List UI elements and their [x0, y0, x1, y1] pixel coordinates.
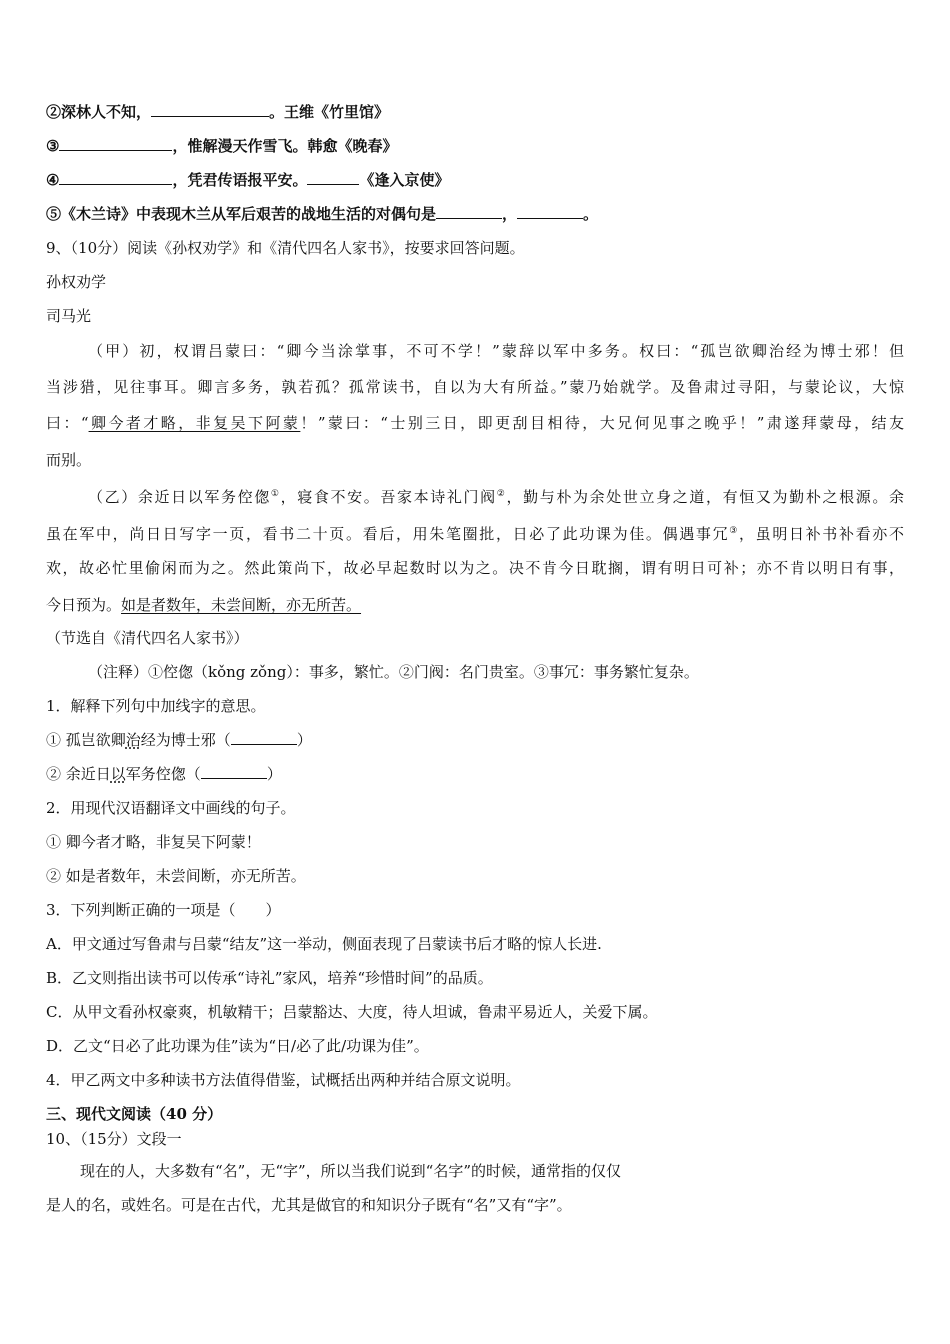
passage-title: 孙权劝学 — [46, 273, 107, 291]
sub-question-1-a: ① 孤岂欲卿治经为博士邪（ ） — [46, 731, 312, 749]
answer-blank[interactable] — [59, 136, 172, 151]
answer-blank[interactable] — [201, 764, 267, 779]
option-d[interactable]: D．乙文“日必了此功课为佳”读为“日/必了此/功课为佳”。 — [46, 1037, 429, 1055]
sub-question-4: 4．甲乙两文中多种读书方法值得借鉴，试概括出两种并结合原文说明。 — [46, 1071, 521, 1089]
passage-yi-line-1: （乙）余近日以军务倥偬①，寝食不安。吾家本诗礼门阀②，勤与朴为余处世立身之道，有恒又为勤朴之根源。余 — [88, 488, 904, 506]
answer-blank[interactable] — [59, 170, 172, 185]
sub-question-1: 1．解释下列句中加线字的意思。 — [46, 697, 266, 715]
sub-question-1-b: ② 余近日以军务倥偬（ ） — [46, 765, 282, 783]
underlined-sentence: 卿今者才略，非复吴下阿蒙 — [88, 414, 301, 432]
modern-passage-line-2: 是人的名，或姓名。可是在古代，尤其是做官的和知识分子既有“名”又有“字”。 — [46, 1196, 572, 1214]
option-b[interactable]: B．乙文则指出读书可以传承“诗礼”家风，培养“珍惜时间”的品质。 — [46, 969, 493, 987]
question-10-heading: 10、（15分）文段一 — [46, 1130, 182, 1148]
answer-blank[interactable] — [151, 102, 269, 117]
section-3-heading: 三、现代文阅读（40 分） — [46, 1105, 223, 1123]
passage-jia-line-2: 当涉猎，见往事耳。卿言多务，孰若孤？孤常读书，自以为大有所益。”蒙乃始就学。及鲁肃过寻阳，与蒙论议，大惊 — [46, 378, 904, 396]
poem-line-4: ④ ，凭君传语报平安。 《逢入京使》 — [46, 171, 450, 189]
marked-char: 以 — [110, 765, 126, 783]
sub-question-2-a: ① 卿今者才略，非复吴下阿蒙！ — [46, 833, 261, 851]
answer-blank[interactable] — [517, 204, 583, 219]
passage-yi-line-2: 虽在军中，尚日日写字一页，看书二十页。看后，用朱笔圈批，日必了此功课为佳。偶遇事冗③，虽明日补书补看亦不 — [46, 525, 904, 543]
answer-blank[interactable] — [436, 204, 502, 219]
passage-jia-line-3: 曰：“卿今者才略，非复吴下阿蒙！”蒙曰：“士别三日，即更刮目相待，大兄何见事之晚乎！”肃遂拜蒙母，结友 — [46, 414, 904, 432]
passage-yi-line-3: 欢，故必忙里偷闲而为之。然此策尚下，故必早起数时以为之。决不肯今日耽搁，谓有明日可补；亦不肯以明日有事， — [46, 559, 904, 577]
sub-question-3: 3．下列判断正确的一项是（ ） — [46, 901, 281, 919]
answer-blank[interactable] — [307, 170, 359, 185]
passage-jia-line-1: （甲）初，权谓吕蒙曰：“卿今当涂掌事，不可不学！”蒙辞以军中多务。权曰：“孤岂欲卿治经为博士邪！但 — [88, 342, 904, 360]
underlined-sentence: 如是者数年，未尝间断，亦无所苦。 — [121, 596, 362, 614]
passage-notes: （注释）①倥偬（kǒng zǒng）：事多，繁忙。②门阀：名门贵室。③事冗：事务繁忙复杂。 — [88, 663, 699, 681]
option-c[interactable]: C．从甲文看孙权豪爽，机敏精干；吕蒙豁达、大度，待人坦诚，鲁肃平易近人，关爱下属。 — [46, 1003, 658, 1021]
answer-blank[interactable] — [231, 730, 297, 745]
passage-source: （节选自《清代四名人家书》） — [46, 629, 249, 647]
passage-yi-line-4: 今日预为。如是者数年，未尝间断，亦无所苦。 — [46, 596, 362, 614]
option-a[interactable]: A．甲文通过写鲁肃与吕蒙“结友”这一举动，侧面表现了吕蒙读书后才略的惊人长进. — [46, 935, 602, 953]
sub-question-2-b: ② 如是者数年，未尝间断，亦无所苦。 — [46, 867, 306, 885]
poem-line-5: ⑤《木兰诗》中表现木兰从军后艰苦的战地生活的对偶句是 ， 。 — [46, 205, 599, 223]
passage-author: 司马光 — [46, 307, 92, 325]
sub-question-2: 2．用现代汉语翻译文中画线的句子。 — [46, 799, 296, 817]
modern-passage-line-1: 现在的人，大多数有“名”，无“字”，所以当我们说到“名字”的时候，通常指的仅仅 — [80, 1162, 622, 1180]
question-9-heading: 9、（10分）阅读《孙权劝学》和《清代四名人家书》，按要求回答问题。 — [46, 239, 525, 257]
poem-line-3: ③ ，惟解漫天作雪飞。韩愈《晚春》 — [46, 137, 398, 155]
passage-jia-line-4: 而别。 — [46, 451, 92, 469]
marked-char: 治 — [125, 731, 141, 749]
poem-line-2: ②深林人不知， 。王维《竹里馆》 — [46, 103, 390, 121]
